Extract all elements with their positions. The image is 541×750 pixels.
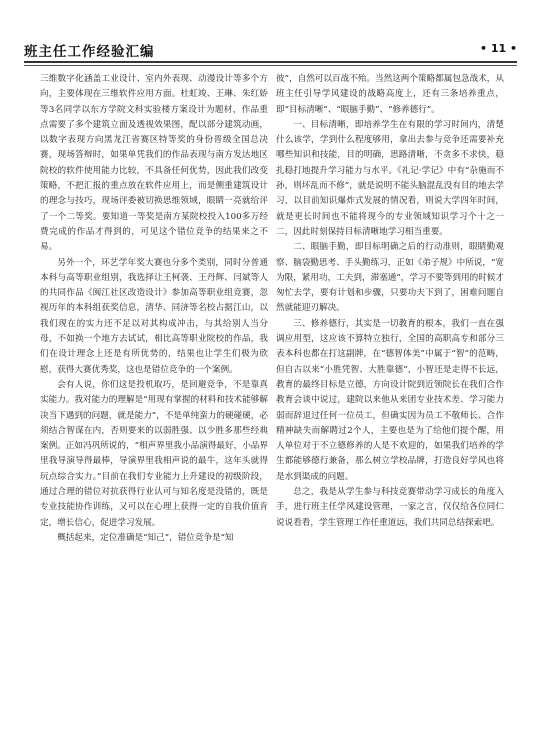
journal-title: 班主任工作经验汇编	[24, 44, 155, 60]
header-rule-thin	[24, 65, 517, 66]
page-header	[24, 38, 517, 62]
left-column	[40, 72, 268, 546]
right-column	[276, 72, 504, 531]
paragraph: 总之，我是从学生参与科技竞赛带动学习成长的角度入手，进行班主任学风建设管理，一家之言，仅仅给各位同仁说说看看，学生管理工作任重道远，我们共同总结探索吧。	[276, 487, 504, 528]
paragraph: 三、修养德行，其实是一切教育的根本，我们一直在强调应用型，这应该不算特立独行，全国的高职高专和部分三表本科也都在打这副牌，在“德智体美”中属于“智”的范畴，但自古以来“小胜凭智、大胜靠德”，小智还是走得不长远，教育的最终目标是立德，方向设计院到近领院长在我们合作教育会谈中说过，建院以来他从来团专业技术差、学习能力弱而辞退过任何一位员工，但确实因为员工不敬师长、合作精神缺失而解聘过2个人，主要也是为了给他们提个醒，用人单位对于不立德修养的人是不欢迎的，如果我们培养的学生都能够德行兼备，那么树立学校品牌，打造良好学风也将是水到渠成的问题。	[276, 318, 504, 482]
paragraph: 二、眼脑手勤，即目标明确之后的行动准则，眼睛勤观察、脑袋勤思考、手头勤练习，正如《弟子规》中所说，“宽为限，紧用功，工夫到，滞塞通”，学习不要等到用的时候才匆忙去学，要有计划和步骤，只要功夫下到了，困难问题自然就能迎刃解决。	[276, 242, 504, 314]
paragraph: 三维数字化涵盖工业设计、室内外表现、动漫设计等多个方向，主要体现在三维软件应用方面。杜虹竣、王琳、朱红娇等3名同学以东方学院文科实验楼方案设计为题材，作品重点需要了多个建筑立面及透视效果图，配以部分建筑动画，以数字表现方向黑龙江省赛区特等奖的身份晋级全国总决赛，现场答辩时，如果单凭我们的作品表现与南方发达地区院校的软件使用能力比较，不具备任何优势，因此我们改变策略，不把汇报的重点放在软件应用上，而是侧重建筑设计的理念与技巧，现场评委被切换思维领域，眼睛一亮就给评了一个二等奖。要知道一等奖是南方某院校投入100多万经费完成的作品才得到的，可见这个错位竞争的结果来之不易。	[40, 74, 268, 253]
paragraph: 彼”，自然可以百战不殆。当然这两个策略都属包急战术，从班主任引导学风建设的战略高度上，还有三条培养重点，即“目标清晰”、“眼脑手勤”、“修养德行”。	[276, 74, 504, 115]
paragraph: 一、目标清晰，即培养学生在有限的学习时间内，清楚什么该学，学到什么程度够用，拿出去参与竞争还需要补充哪些知识和技能，目的明确，思路清晰，不贪多不求快，稳扎稳打地提升学习能力与水平。《礼记·学记》中有“杂施而不孙，则坏乱而不修”，就是说明不能头脑混乱没有目的地去学习，以目前知识爆炸式发展的情况看，则说大学四年时间，就是更长时间也不能将现今的专业领域知识学习个十之一二，因此时刻保持目标清晰地学习相当重要。	[276, 119, 504, 237]
page-number: • 11 •	[479, 42, 517, 55]
paragraph: 会有人说，你们这是投机取巧，是回避竞争，不是靠真实能力。我对能力的理解是“用现有掌握的材料和技术能够解决当下遇到的问题，就是能力”，不是单纯蛮力的硬碰硬，必须结合智谋在内，否则要来的以弱胜强、以少胜多那些经典案例。正如冯巩所说的，“相声界里我小品演得最好，小品界里我导演导得最棒，导演界里我相声说的最牛，这年头就得玩点综合实力。”目前在我们专业能力上升建设的初级阶段，通过合理的错位对抗获得行业认可与知名度是没错的，既是专业技能协作训练，又可以在心理上获得一定的自我价值肯定，增长信心，促进学习发展。	[40, 379, 268, 528]
paragraph: 概括起来，定位准确是“知己”，错位竞争是“知	[57, 532, 234, 543]
header-rule-thick	[24, 61, 517, 63]
paragraph: 另外一个，环艺学年奖大赛也分多个类别，同时分普通本科与高等职业组别，我选择让王柯袭、王丹辉、闫斌等人的共同作品《闽江社区改造设计》参加高等职业组竞赛，忽视历年的本科组获奖信息，清华、同济等名校占据江山，以我们现在的实力还不足以对其构成冲击，与其给别人当分母，不如换一个地方去试试，相比高等职业院校的作品，我们在设计理念上还是有所优势的，结果也让学生们极为欣慰，获得大赛优秀奖，这也是错位竞争的一个案例。	[40, 257, 268, 375]
